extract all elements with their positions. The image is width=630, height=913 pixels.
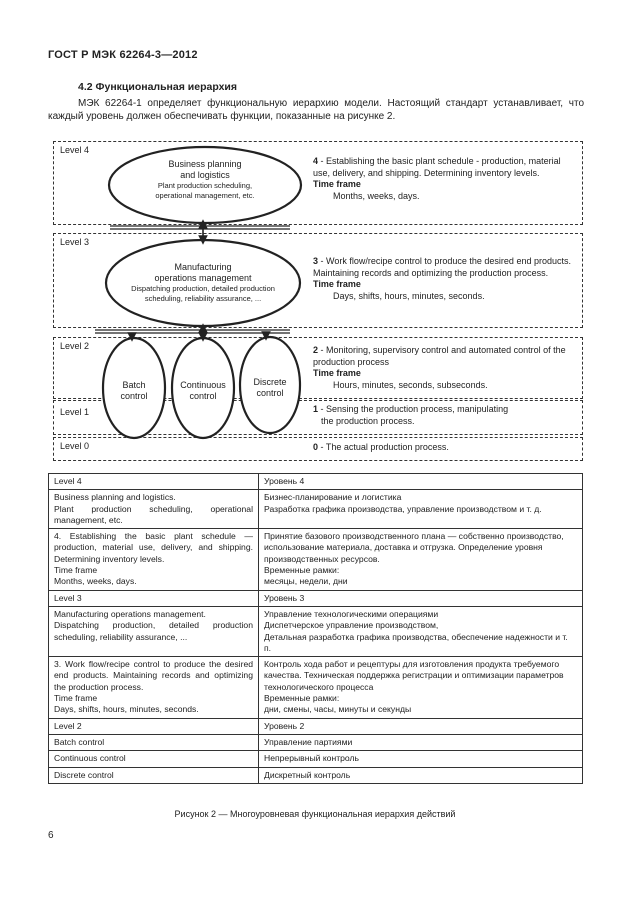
cell-line: Time frame [54,693,98,704]
english-cell [49,474,259,490]
cell-line: Dispatching production, detailed production scheduling, reliability assurance, ... [54,620,253,642]
section-title: 4.2 Функциональная иерархия [78,81,238,93]
business-planning-label: Business planning and logistics Plant production scheduling, operational management, etc. [155,159,255,200]
english-cell [49,657,259,718]
cell-line: Уровень 3 [264,592,305,603]
cell-line: Временные рамки: [264,693,340,704]
cell-line: Временные рамки: [264,565,340,576]
table-row [49,657,583,718]
cell-line: Manufacturing operations management. [54,608,206,619]
cell-line: Time frame [54,565,98,576]
cell-line: месяцы, недели, дни [264,576,348,587]
cell-line: Months, weeks, days. [54,576,137,587]
cell-line: Управление партиями [264,736,353,747]
cell-line: Business planning and logistics. [54,492,176,503]
continuous-control-label: Continuous control [180,380,226,401]
cell-line: Уровень 2 [264,720,305,731]
table-row [49,718,583,734]
english-cell [49,590,259,606]
level-label: Level 0 [60,441,90,451]
table-row [49,529,583,590]
cell-line: дни, смены, часы, минуты и секунды [264,704,412,715]
russian-cell [259,751,583,767]
table-row [49,474,583,490]
level-1-description: 1 - Sensing the production process, manipulating the production process. [313,404,509,426]
document-header: ГОСТ Р МЭК 62264-3—2012 [48,49,198,61]
cell-line: Непрерывный контроль [264,753,360,764]
table-row [49,767,583,783]
russian-cell [259,606,583,656]
cell-line: Plant production scheduling, operational management, etc. [54,503,253,525]
cell-line: Принятие базового производственного плана — собственно производство, использование материала, доставка и отгрузка. Определение уровня производственных ресурсов. [264,531,564,564]
figure-caption: Рисунок 2 — Многоуровневая функциональная иерархия действий [174,809,456,819]
intro-paragraph: МЭК 62264-1 определяет функциональную иерархию модели. Настоящий стандарт устанавливает, что каждый уровень должен обеспечивать функции, показанные на рисунке 2. [48,98,584,122]
page-number: 6 [48,830,54,841]
russian-cell [259,767,583,783]
cell-line: Диспетчерское управление производством, [264,620,439,631]
cell-line: 3. Work flow/recipe control to produce the desired end products. Maintaining records and optimizing the production process. [54,659,253,692]
cell-line: Level 4 [54,476,82,486]
english-cell [49,767,259,783]
level-2-description: 2 - Monitoring, supervisory control and automated control of the production process Time frame Hours, minutes, seconds, subseconds. [313,345,566,390]
level-0-description: 0 - The actual production process. [313,442,449,452]
russian-cell [259,657,583,718]
translation-table [48,473,583,784]
cell-line: Контроль хода работ и рецептуры для изготовления продукта требуемого качества. Техническая поддержка регистрации и оптимизации параметров технологического процесса [264,659,564,692]
english-cell [49,490,259,529]
cell-line: Бизнес-планирование и логистика [264,492,402,503]
cell-line: Continuous control [54,753,126,764]
level-label: Level 3 [60,237,90,247]
cell-line: Разработка графика производства, управление производством и т. д. [264,503,542,514]
russian-cell [259,529,583,590]
cell-line: Управление технологическими операциями [264,608,439,619]
russian-cell [259,474,583,490]
cell-line: Level 2 [54,720,82,731]
batch-control-label: Batch control [120,380,148,401]
table-row [49,734,583,750]
table-row [49,606,583,656]
russian-cell [259,490,583,529]
level-label: Level 1 [60,407,90,417]
level-4-description: 4 - Establishing the basic plant schedule - production, material use, delivery, and shipping. Determining inventory levels. Time frame Months, weeks, days. [313,156,561,201]
cell-line: Уровень 4 [264,476,305,486]
english-cell [49,529,259,590]
cell-line: Level 3 [54,592,82,603]
english-cell [49,734,259,750]
english-cell [49,606,259,656]
cell-line: Дискретный контроль [264,769,351,780]
cell-line: 4. Establishing the basic plant schedule — production, material use, delivery, and shipping. Determining inventory levels. [54,531,253,564]
russian-cell [259,590,583,606]
table-row [49,751,583,767]
english-cell [49,751,259,767]
russian-cell [259,734,583,750]
cell-line: Discrete control [54,769,114,780]
english-cell [49,718,259,734]
cell-line: Days, shifts, hours, minutes, seconds. [54,704,199,715]
level-3-description: 3 - Work flow/recipe control to produce the desired end products. Maintaining records and optimizing the production process. Time frame Days, shifts, hours, minutes, seconds. [313,256,571,301]
mom-label: Manufacturing operations management Dispatching production, detailed production scheduling, reliability assurance, ... [131,262,275,303]
table-row [49,590,583,606]
table-row [49,490,583,529]
level-label: Level 2 [60,341,90,351]
discrete-control-label: Discrete control [253,377,287,398]
level-label: Level 4 [60,145,90,155]
cell-line: Детальная разработка графика производства, обеспечение надежности и т. п. [264,631,568,653]
russian-cell [259,718,583,734]
cell-line: Batch control [54,736,105,747]
